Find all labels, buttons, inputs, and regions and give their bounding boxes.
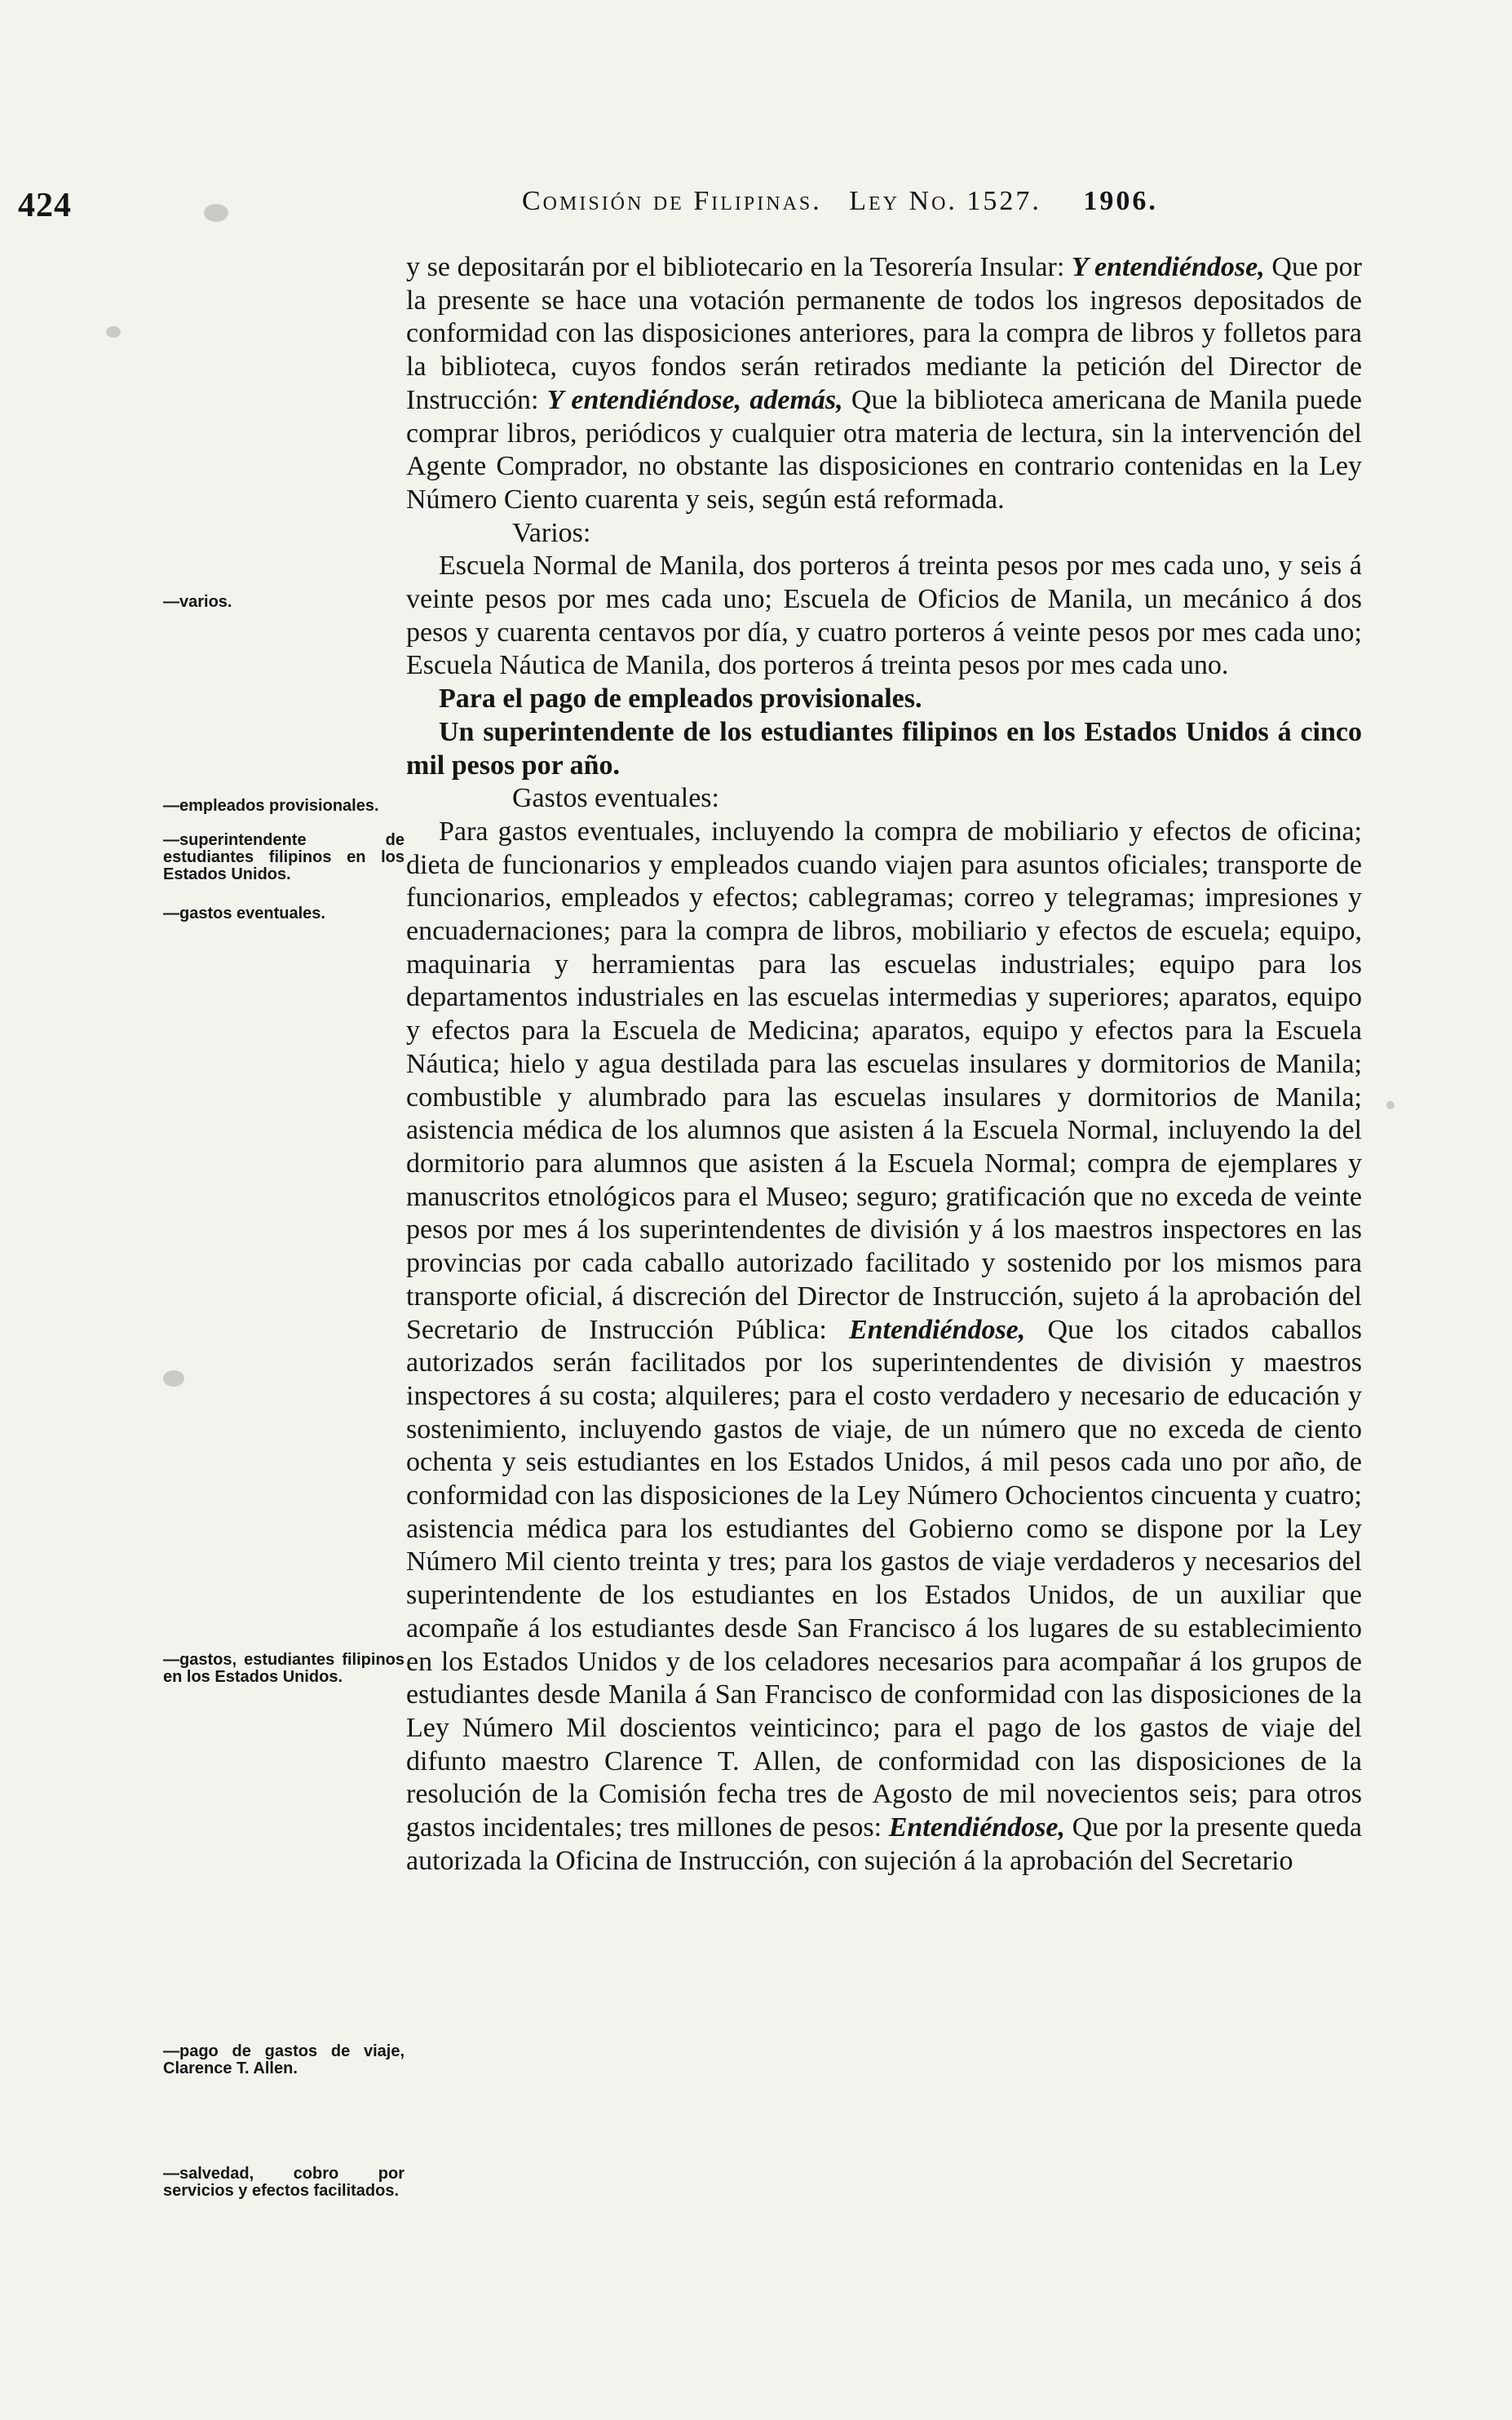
margin-note-salvedad: —salvedad, cobro por servicios y efectos facilitados. — [163, 2165, 405, 2200]
year: 1906. — [1083, 186, 1158, 216]
margin-note-gastos-eventuales: —gastos eventuales. — [163, 905, 325, 922]
paragraph-library-funds: y se depositarán por el bibliotecario en la Tesorería Insular: Y entendiéndose, Que por la presente se hace una votación permanente de todos los ingresos depositados de conformidad con las disposiciones anteriores, para la compra de libros y folletos para la biblioteca, cuyos fondos serán retirados mediante la petición del Director de Instrucción: Y entendiéndose, además, Que la biblioteca americana de Manila puede comprar libros, periódicos y cualquier otra materia de lectura, sin la intervención del Agente Comprador, no obstante las disposiciones en contrario contenidas en la Ley Número Ciento cuarenta y seis, según está reformada. — [406, 252, 1362, 515]
paragraph-superintendente: Un superintendente de los estudiantes filipinos en los Estados Unidos á cinco mil pesos por año. — [406, 716, 1362, 781]
heading-varios: Varios: — [512, 517, 591, 548]
body-text — [406, 251, 1362, 1878]
scan-speck — [163, 1370, 184, 1387]
page-number: 424 — [18, 187, 72, 224]
paragraph-empleados-provisionales: Para el pago de empleados provisionales. — [439, 684, 922, 714]
running-head — [522, 186, 1305, 217]
running-title: Comisión de Filipinas. — [522, 186, 822, 216]
scan-speck — [204, 204, 228, 222]
paragraph-porteros: Escuela Normal de Manila, dos porteros á treinta pesos por mes cada uno, y seis á veinte pesos por mes cada uno; Escuela de Oficios de Manila, un mecánico á dos pesos y cuarenta centavos por día, y cuatro porteros á veinte pesos por mes cada uno; Escuela Náutica de Manila, dos porteros á treinta pesos por mes cada uno. — [406, 551, 1362, 681]
heading-gastos-eventuales: Gastos eventuales: — [512, 783, 719, 814]
scan-speck — [106, 326, 121, 338]
margin-note-pago-gastos-viaje: —pago de gastos de viaje, Clarence T. Allen. — [163, 2042, 405, 2077]
margin-note-gastos-estudiantes: —gastos, estudiantes filipinos en los Estados Unidos. — [163, 1651, 405, 1686]
margin-note-superintendente: —superintendente de estudiantes filipinos en los Estados Unidos. — [163, 831, 405, 883]
margin-note-empleados-provisionales: —empleados provisionales. — [163, 797, 379, 815]
paragraph-gastos-eventuales: Para gastos eventuales, incluyendo la compra de mobiliario y efectos de oficina; dieta de funcionarios y empleados cuando viajen para asuntos oficiales; transporte de funcionarios, empleados y efectos; cablegramas; correo y telegramas; impresiones y encuadernaciones; para la compra de libros, mobiliario y efectos de escuela; equipo, maquinaria y herramientas para las escuelas industriales; equipo para los departamentos industriales en las escuelas intermedias y superiores; aparatos, equipo y efectos para la Escuela de Medicina; aparatos, equipo y efectos para la Escuela Náutica; hielo y agua destilada para las escuelas insulares y dormitorios de Manila; combustible y alumbrado para las escuelas insulares y dormitorios de Manila; asistencia médica de los alumnos que asisten á la Escuela Normal, incluyendo la del dormitorio para alumnos que asisten á la Escuela Normal; compra de ejemplares y manuscritos etnológicos para el Museo; seguro; gratificación que no exceda de veinte pesos por mes á los superintendentes de división y á los maestros inspectores en las provincias por cada caballo autorizado facilitado y sostenido por los mismos para transporte oficial, á discreción del Director de Instrucción, sujeto á la aprobación del Secretario de Instrucción Pública: Entendiéndose, Que los citados caballos autorizados serán facilitados por los superintendentes de división y maestros inspectores á su costa; alquileres; para el costo verdadero y necesario de educación y sostenimiento, incluyendo gastos de viaje, de un número que no exceda de ciento ochenta y seis estudiantes en los Estados Unidos, á mil pesos cada uno por año, de conformidad con las disposiciones de la Ley Número Ochocientos cincuenta y cuatro; asistencia médica para los estudiantes del Gobierno como se dispone por la Ley Número Mil ciento treinta y tres; para los gastos de viaje verdaderos y necesarios del superintendente de los estudiantes en los Estados Unidos, de un auxiliar que acompañe á los estudiantes desde San Francisco á los lugares de su establecimiento en los Estados Unidos y de los celadores necesarios para acompañar á los grupos de estudiantes desde Manila á San Francisco de conformidad con las disposiciones de la Ley Número Mil doscientos veinticinco; para el pago de los gastos de viaje del difunto maestro Clarence T. Allen, de conformidad con las disposiciones de la resolución de la Comisión fecha tres de Agosto de mil novecientos seis; para otros gastos incidentales; tres millones de pesos: Entendiéndose, Que por la presente queda autorizada la Oficina de Instrucción, con sujeción á la aprobación del Secretario — [406, 816, 1362, 1876]
margin-note-varios: —varios. — [163, 593, 232, 611]
scan-speck — [1386, 1101, 1395, 1109]
law-label: Ley No. 1527. — [849, 186, 1041, 216]
